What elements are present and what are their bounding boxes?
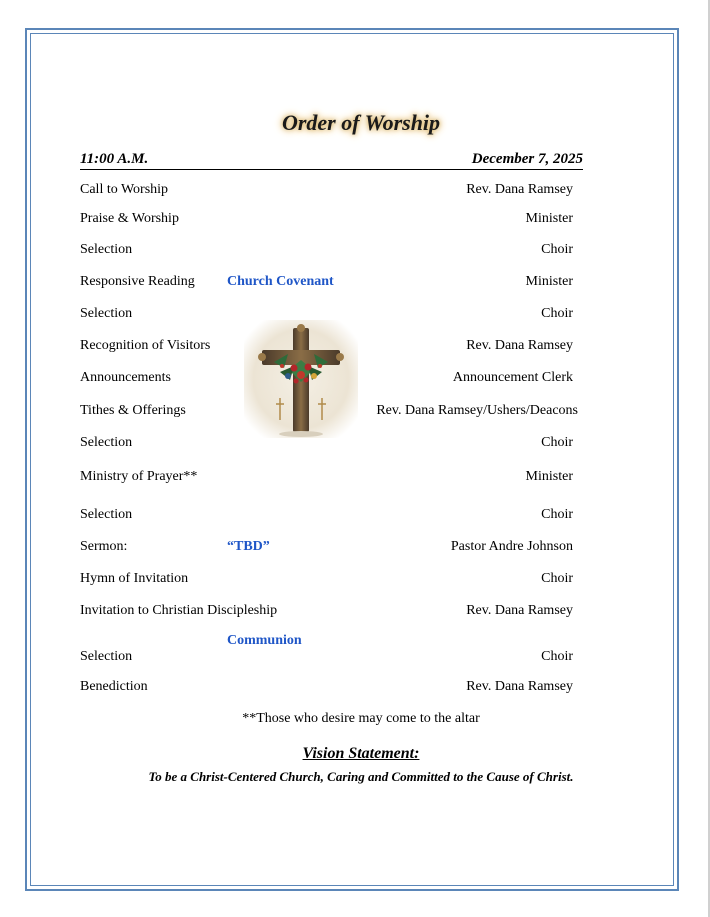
worship-item [80,242,580,260]
item-label: Responsive Reading [80,274,195,289]
item-leader: Rev. Dana Ramsey/Ushers/Deacons [376,403,578,418]
item-label: Selection [80,242,133,257]
item-label: Call to Worship [80,182,169,197]
item-label: Selection [80,306,133,321]
item-label: Praise & Worship [80,211,179,226]
worship-item [80,211,580,229]
christmas-cross-icon [244,320,358,438]
item-leader: Minister [525,469,573,484]
item-label: Recognition of Visitors [80,338,211,353]
page-title: Order of Worship [281,110,441,135]
item-leader: Minister [525,211,573,226]
item-leader: Choir [541,649,573,664]
service-time: 11:00 A.M. [80,151,149,167]
item-leader: Rev. Dana Ramsey [466,338,573,353]
item-label: Hymn of Invitation [80,571,189,586]
item-highlight: Church Covenant [227,274,334,289]
item-label: Tithes & Offerings [80,403,186,418]
item-leader: Minister [525,274,573,289]
vision-text: To be a Christ-Centered Church, Caring and Committed to the Cause of Christ. [148,769,574,784]
worship-item [80,571,580,589]
item-label: Selection [80,649,133,664]
worship-item [80,507,580,525]
worship-item [80,603,580,621]
worship-item [80,649,580,667]
service-header [80,151,583,170]
item-label: Benediction [80,679,148,694]
altar-note: **Those who desire may come to the altar [242,711,480,726]
item-leader: Choir [541,306,573,321]
worship-item [80,182,580,200]
item-leader: Choir [541,507,573,522]
item-label: Invitation to Christian Discipleship [80,603,278,618]
item-label: Ministry of Prayer** [80,469,198,484]
item-leader: Rev. Dana Ramsey [466,603,573,618]
item-label: Sermon: [80,539,128,554]
item-leader: Choir [541,571,573,586]
communion-label: Communion [227,633,302,648]
item-leader: Rev. Dana Ramsey [466,182,573,197]
item-label: Selection [80,435,133,450]
item-leader: Pastor Andre Johnson [450,539,573,554]
worship-item [80,469,580,487]
item-label: Announcements [80,370,171,385]
item-leader: Announcement Clerk [452,370,573,385]
item-label: Selection [80,507,133,522]
worship-item [80,539,580,557]
item-leader: Rev. Dana Ramsey [466,679,573,694]
service-date: December 7, 2025 [471,151,583,167]
item-leader: Choir [541,242,573,257]
worship-item [80,679,580,697]
worship-item [80,274,580,292]
vision-title: Vision Statement: [302,745,420,762]
item-leader: Choir [541,435,573,450]
item-highlight: “TBD” [227,539,270,554]
